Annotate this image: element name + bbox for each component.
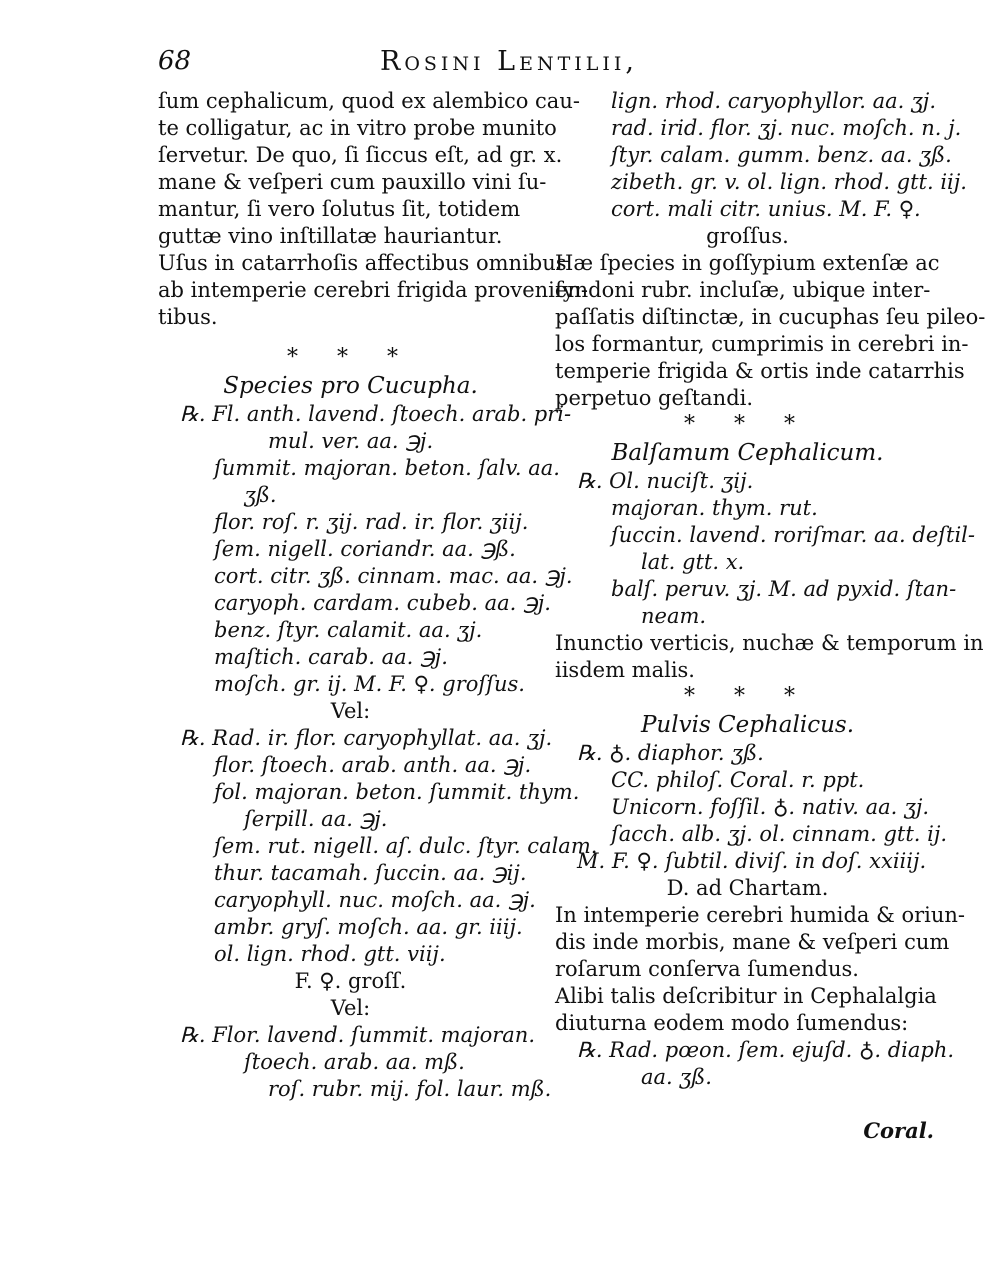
recipe-line: ambr. gryſ. moſch. aa. gr. iiij. <box>214 915 523 939</box>
text-line: mantur, ſi vero ſolutus ſit, totidem <box>158 197 521 221</box>
recipe-line: neam. <box>641 604 707 628</box>
text-line: ſervetur. De quo, ſi ſiccus eſt, ad gr. x. <box>158 143 563 167</box>
recipe-line: lign. rhod. caryophyllor. aa. ʒj. <box>611 89 936 113</box>
recipe-line: ſummit. majoran. beton. ſalv. aa. <box>214 456 560 480</box>
recipe-line: ſacch. alb. ʒj. ol. cinnam. gtt. ij. <box>611 822 948 846</box>
recipe-line: thur. tacamah. ſuccin. aa. ℈ij. <box>214 861 527 885</box>
text-line: mane & veſperi cum pauxillo vini ſu- <box>158 170 547 194</box>
text-line: te colligatur, ac in vitro probe munito <box>158 116 557 140</box>
text-line: ab intemperie cerebri frigida provenien- <box>158 278 588 302</box>
recipe-line: ſtoech. arab. aa. mß. <box>244 1050 465 1074</box>
centered-line: Vel: <box>330 699 371 723</box>
recipe-line: moſch. gr. ij. M. F. ♀. groſſus. <box>214 672 525 696</box>
recipe-line: ℞. Fl. anth. lavend. ſtoech. arab. pri- <box>180 402 572 426</box>
recipe-line: maſtich. carab. aa. ℈j. <box>214 645 448 669</box>
recipe-line: fol. majoran. beton. ſummit. thym. <box>214 780 580 804</box>
recipe-line: ℞. Ol. nuciſt. ʒij. <box>577 469 754 493</box>
text-line: ſyndoni rubr. incluſæ, ubique inter- <box>555 278 931 302</box>
text-line: perpetuo geſtandi. <box>555 386 754 410</box>
text-line: guttæ vino inſtillatæ hauriantur. <box>158 224 503 248</box>
recipe-line: caryophyll. nuc. moſch. aa. ℈j. <box>214 888 536 912</box>
recipe-line: majoran. thym. rut. <box>611 496 818 520</box>
text-line: Alibi talis deſcribitur in Cephalalgia <box>555 984 937 1008</box>
text-line: ſum cephalicum, quod ex alembico cau- <box>158 89 580 113</box>
text-line: roſarum conſerva ſumendus. <box>555 957 859 981</box>
recipe-line: caryoph. cardam. cubeb. aa. ℈j. <box>214 591 551 615</box>
recipe-line: aa. ʒß. <box>641 1065 712 1089</box>
text-line: paſſatis diſtinctæ, in cucuphas ſeu pileo- <box>555 305 986 329</box>
text-line: tibus. <box>158 305 218 329</box>
recipe-line: rad. irid. flor. ʒj. nuc. moſch. n. j. <box>611 116 962 140</box>
section-heading: Balſamum Cephalicum. <box>611 440 884 466</box>
left-column <box>158 88 598 1103</box>
recipe-line: ℞. Rad. ir. flor. caryophyllat. aa. ʒj. <box>180 726 553 750</box>
page-number: 68 <box>158 46 192 76</box>
recipe-line: cort. mali citr. unius. M. F. ♀. <box>611 197 921 221</box>
text-line: iisdem malis. <box>555 658 695 682</box>
centered-line: groſſus. <box>706 224 789 248</box>
recipe-line: ſem. rut. nigell. aſ. dulc. ſtyr. calam. <box>214 834 598 858</box>
text-line: In intemperie cerebri humida & oriun- <box>555 903 966 927</box>
recipe-line: zibeth. gr. v. ol. lign. rhod. gtt. iij. <box>611 170 967 194</box>
text-line: Hæ ſpecies in goſſypium extenſæ ac <box>555 251 940 275</box>
centered-line: D. ad Chartam. <box>666 876 829 900</box>
text-line: los formantur, cumprimis in cerebri in- <box>555 332 969 356</box>
recipe-line: CC. philoſ. Coral. r. ppt. <box>611 768 865 792</box>
recipe-line: flor. roſ. r. ʒij. rad. ir. flor. ʒiij. <box>214 510 529 534</box>
spacer <box>158 331 543 345</box>
recipe-line: roſ. rubr. mij. fol. laur. mß. <box>268 1077 552 1101</box>
centered-line: F. ♀. groſſ. <box>294 969 407 993</box>
recipe-line: ſuccin. lavend. roriſmar. aa. deſtil- <box>611 523 975 547</box>
recipe-line: ℞. Flor. lavend. ſummit. majoran. <box>180 1023 536 1047</box>
text-line: Inunctio verticis, nuchæ & temporum in <box>555 631 984 655</box>
section-heading: Species pro Cucupha. <box>223 373 478 399</box>
recipe-line: ſem. nigell. coriandr. aa. ℈ß. <box>214 537 516 561</box>
text-line: dis inde morbis, mane & veſperi cum <box>555 930 950 954</box>
recipe-line: cort. citr. ʒß. cinnam. mac. aa. ℈j. <box>214 564 573 588</box>
recipe-line: ℞. ♁. diaphor. ʒß. <box>577 741 764 765</box>
asterism: * * * <box>684 412 811 437</box>
centered-line: Vel: <box>330 996 371 1020</box>
section-heading: Pulvis Cephalicus. <box>640 712 855 738</box>
catchword: Coral. <box>863 1118 934 1143</box>
recipe-line: benz. ſtyr. calamit. aa. ʒj. <box>214 618 483 642</box>
recipe-line: lat. gtt. x. <box>641 550 745 574</box>
recipe-line: flor. ſtoech. arab. anth. aa. ℈j. <box>214 753 532 777</box>
recipe-line: ſtyr. calam. gumm. benz. aa. ʒß. <box>611 143 952 167</box>
right-column <box>555 88 986 1091</box>
asterism: * * * <box>287 345 414 370</box>
asterism: * * * <box>684 684 811 709</box>
recipe-line: M. F. ♀. ſubtil. diviſ. in doſ. xxiiij. <box>577 849 927 873</box>
recipe-line: mul. ver. aa. ℈j. <box>268 429 434 453</box>
text-line: Uſus in catarrhoſis affectibus omnibus <box>158 251 567 275</box>
page-header <box>150 40 790 80</box>
text-line: temperie frigida & ortis inde catarrhis <box>555 359 965 383</box>
running-head: Rosini Lentilii, <box>380 46 638 77</box>
recipe-line: ol. lign. rhod. gtt. viij. <box>214 942 446 966</box>
recipe-line: balſ. peruv. ʒj. M. ad pyxid. ſtan- <box>611 577 957 601</box>
text-line: diuturna eodem modo ſumendus: <box>555 1011 909 1035</box>
recipe-line: ʒß. <box>244 483 277 507</box>
recipe-line: ℞. Rad. pœon. ſem. ejuſd. ♁. diaph. <box>577 1038 955 1062</box>
recipe-line: Unicorn. foſſil. ♁. nativ. aa. ʒj. <box>611 795 930 819</box>
recipe-line: ſerpill. aa. ℈j. <box>244 807 388 831</box>
